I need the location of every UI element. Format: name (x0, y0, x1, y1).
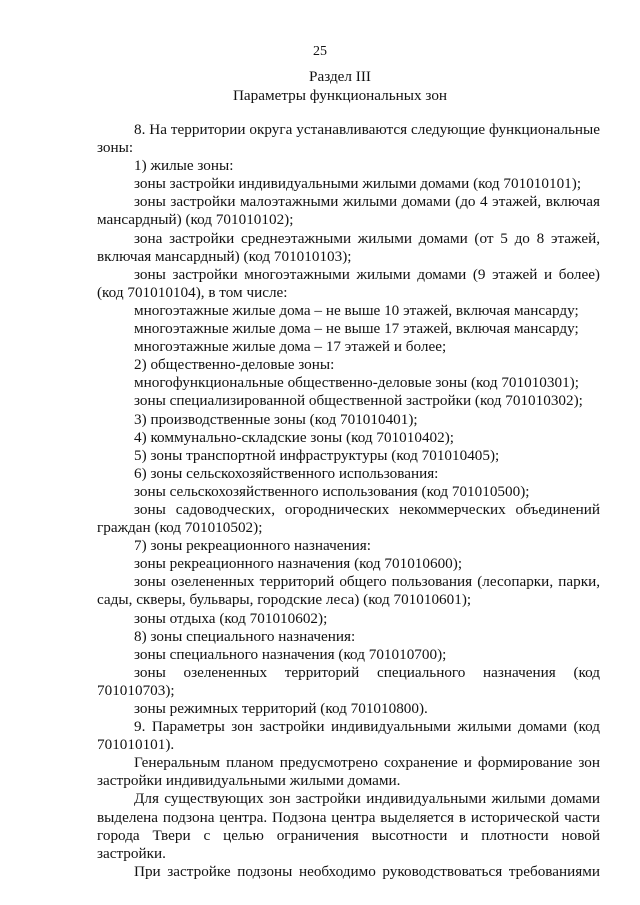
list-item: зоны застройки многоэтажными жилыми домами (9 этажей и более) (код 701010104), в том числе: (97, 265, 600, 301)
list-item: многоэтажные жилые дома – не выше 17 этажей, включая мансарду; (134, 320, 579, 338)
paragraph: При застройке подзоны необходимо руководствоваться требованиями (134, 862, 600, 880)
list-item: зоны режимных территорий (код 701010800). (134, 700, 428, 717)
list-item: зоны озелененных территорий общего пользования (лесопарки, парки, сады, скверы, бульвары, городские леса) (код 701010601); (97, 573, 600, 609)
list-item: 7) зоны рекреационного назначения: (134, 537, 371, 555)
page-number: 25 (313, 44, 327, 59)
list-item: зоны отдыха (код 701010602); (134, 609, 328, 627)
list-item: 6) зоны сельскохозяйственного использования: (134, 464, 439, 482)
list-item: многоэтажные жилые дома – не выше 10 этажей, включая мансарду; (134, 301, 579, 319)
paragraph: 8. На территории округа устанавливаются следующие функциональные зоны: (97, 121, 600, 157)
list-item: 4) коммунально-складские зоны (код 701010402); (134, 428, 455, 446)
list-item: 8) зоны специального назначения: (134, 627, 356, 645)
list-item: зоны садоводческих, огороднических некоммерческих объединений граждан (код 701010502); (97, 500, 600, 537)
list-item: 5) зоны транспортной инфраструктуры (код 701010405); (134, 446, 500, 464)
section-title: Раздел III (309, 68, 371, 85)
list-item: многоэтажные жилые дома – 17 этажей и более; (134, 338, 447, 356)
paragraph: Для существующих зон застройки индивидуальными жилыми домами выделена подзона центра. Подзона центра выделяется в исторической части города Твери с целью ограничения высотности и плотности новой застройки. (97, 790, 600, 862)
list-item: зона застройки среднеэтажными жилыми домами (от 5 до 8 этажей, включая мансардный) (код 701010103); (97, 229, 600, 265)
paragraph: Генеральным планом предусмотрено сохранение и формирование зон застройки индивидуальными жилыми домами. (97, 754, 600, 790)
list-item: 1) жилые зоны: (134, 157, 234, 175)
document-body (97, 121, 600, 881)
list-item: многофункциональные общественно-деловые зоны (код 701010301); (134, 374, 579, 392)
list-item: зоны специализированной общественной застройки (код 701010302); (134, 392, 583, 410)
list-item: зоны застройки индивидуальными жилыми домами (код 701010101); (134, 175, 582, 193)
section-subtitle: Параметры функциональных зон (232, 87, 448, 104)
list-item: 3) производственные зоны (код 701010401); (134, 410, 418, 428)
paragraph: 9. Параметры зон застройки индивидуальными жилыми домами (код 701010101). (97, 718, 600, 754)
list-item: зоны застройки малоэтажными жилыми домами (до 4 этажей, включая мансардный) (код 701010102); (97, 193, 600, 229)
list-item: зоны сельскохозяйственного использования (код 701010500); (134, 482, 530, 500)
list-item: зоны специального назначения (код 701010700); (134, 645, 447, 663)
list-item: зоны озелененных территорий специального назначения (код 701010703); (97, 663, 600, 699)
list-item: зоны рекреационного назначения (код 701010600); (134, 555, 463, 573)
list-item: 2) общественно-деловые зоны: (134, 356, 335, 374)
